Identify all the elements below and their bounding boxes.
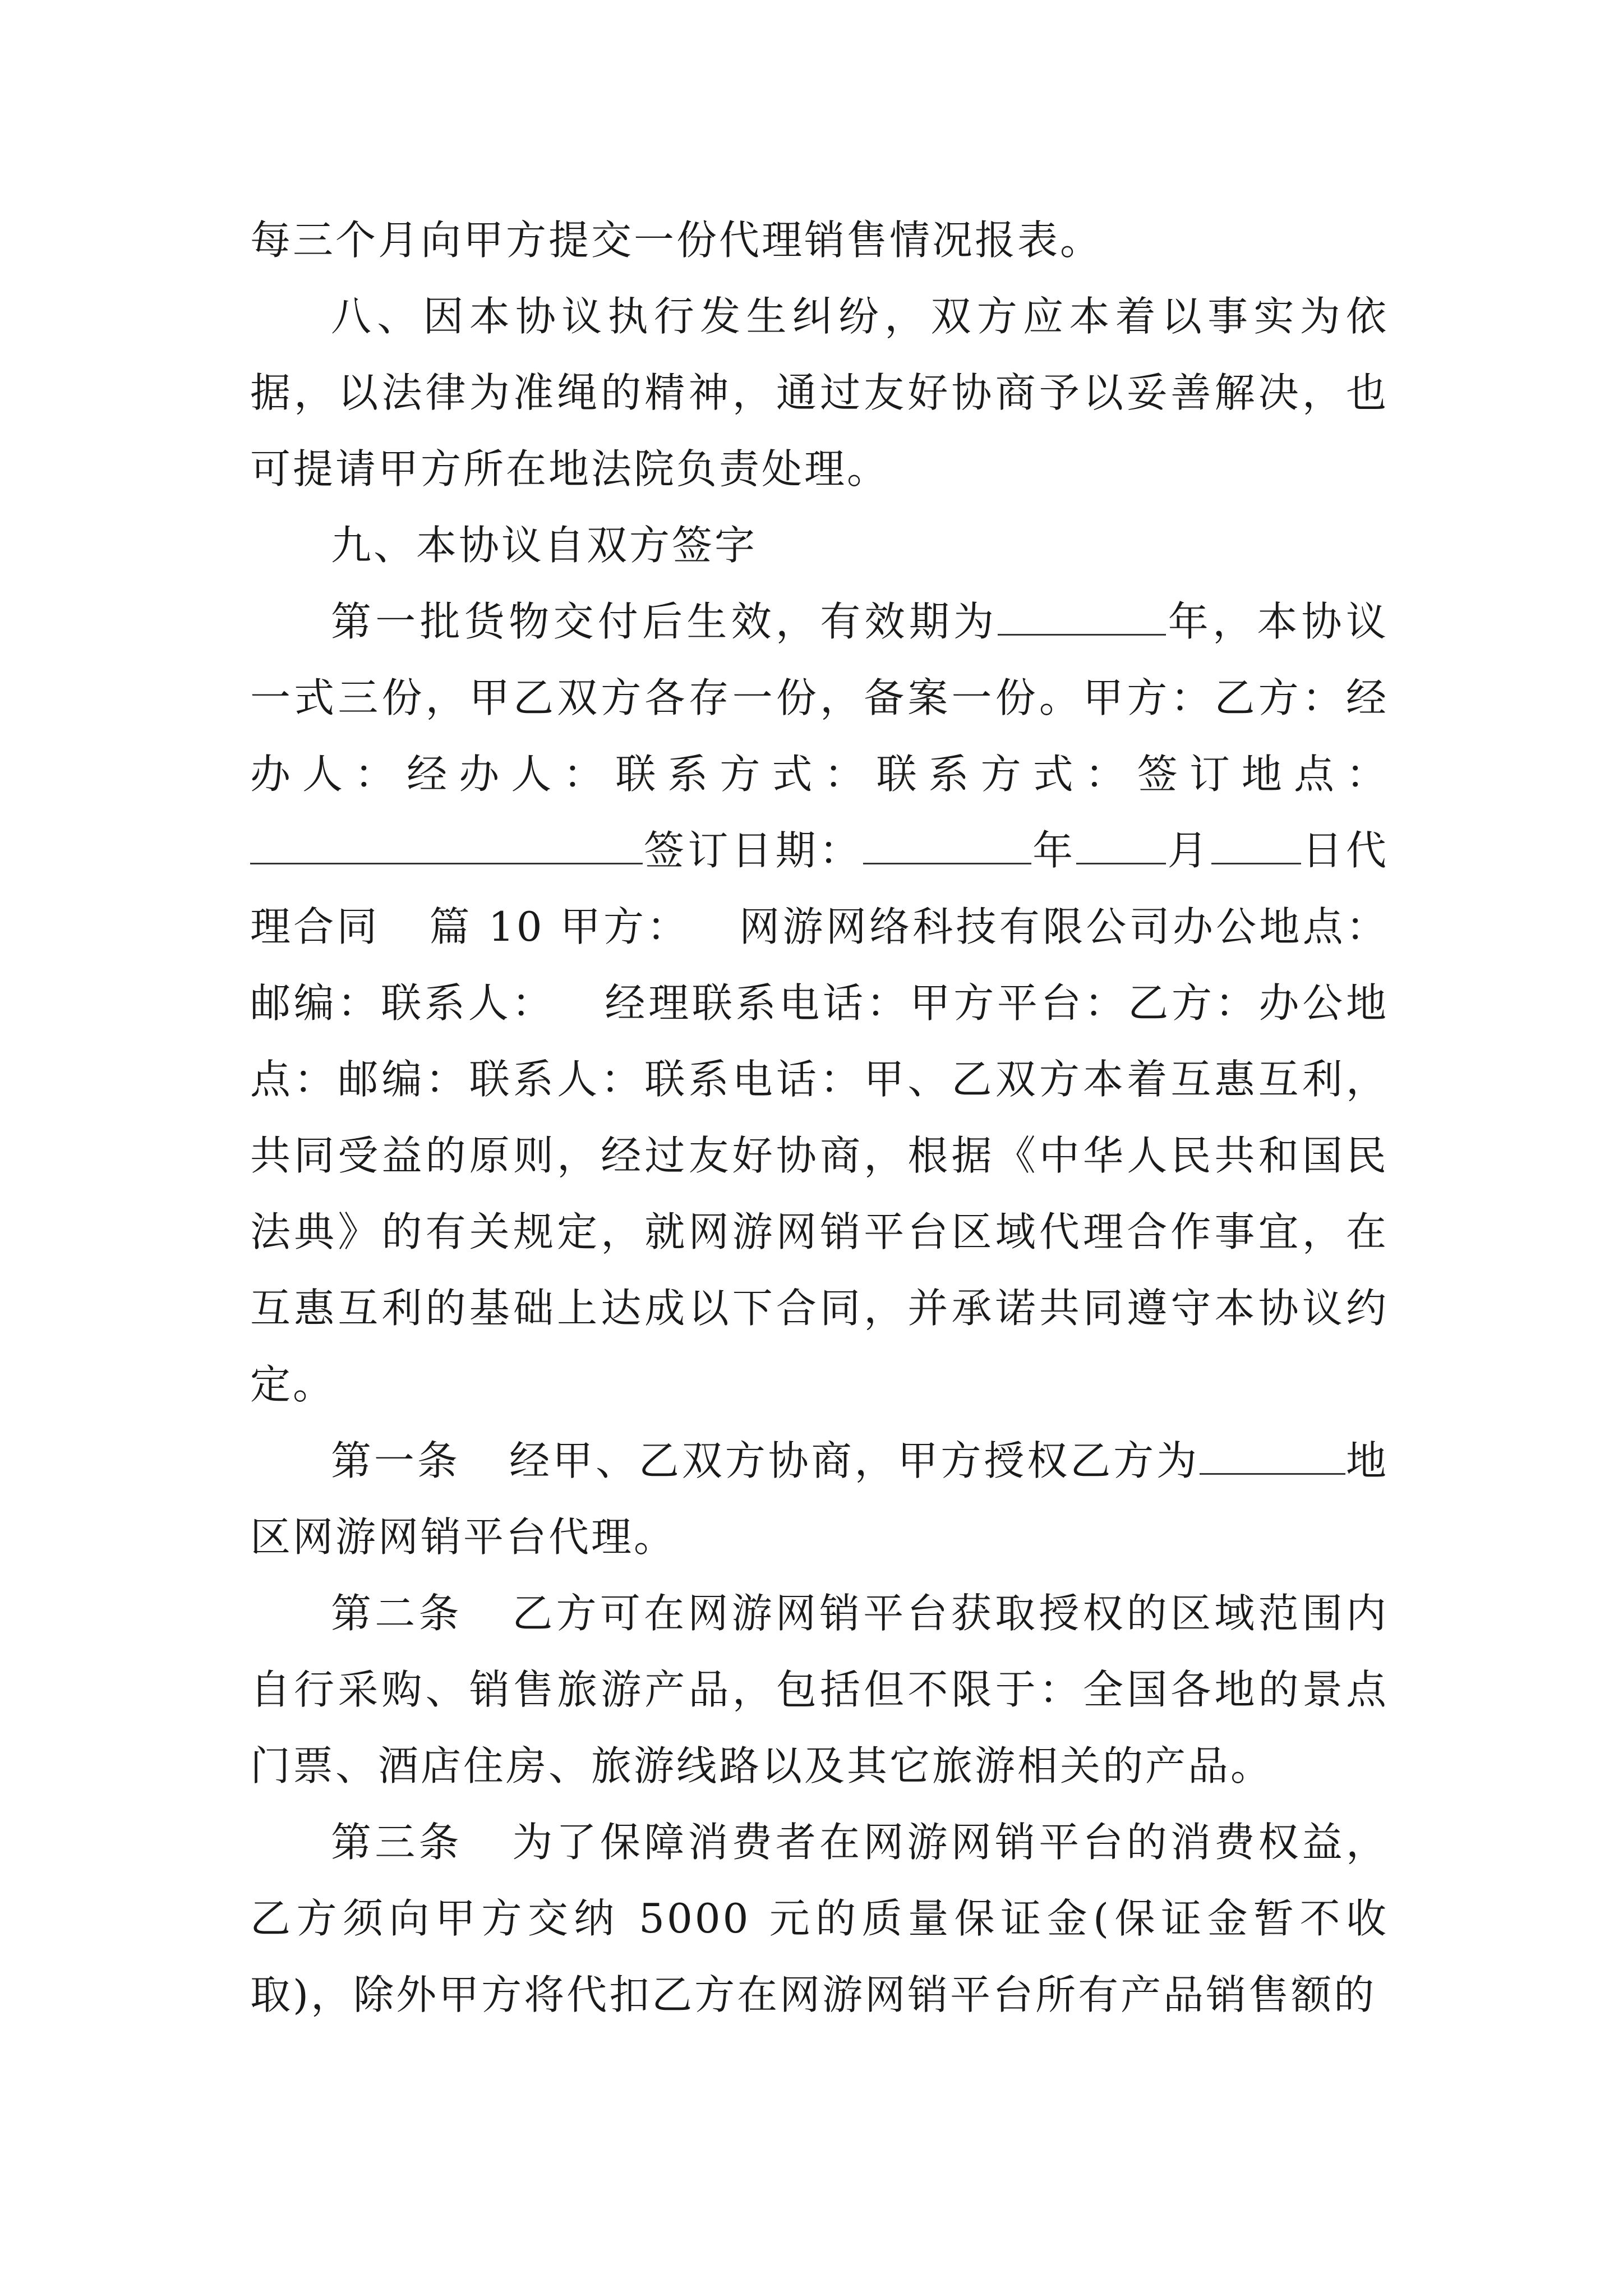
paragraph-article-1 [250, 1423, 1389, 1575]
paragraph-text: 网游网络科技有限公司办公地点：邮编：联系人： [250, 903, 1389, 1027]
paragraph-text: 月 [1166, 827, 1211, 874]
paragraph-text: 乙方可在网游网销平台获取授权的区域范围内自行采购、销售旅游产品，包括但不限于：全国各地的景点门票、酒店住房、旅游线路以及其它旅游相关的产品。 [250, 1590, 1389, 1789]
blank-line [1076, 826, 1166, 864]
paragraph-effective-clause [250, 507, 1389, 583]
paragraph-signature-block [250, 583, 1389, 1423]
paragraph-text: 日代理合同 [250, 827, 1389, 950]
paragraph-dispute-resolution [250, 278, 1389, 507]
paragraph-text: 地区网游网销平台代理。 [250, 1437, 1389, 1561]
blank-line [1200, 1437, 1345, 1475]
blank-line [998, 597, 1166, 636]
paragraph-text: 八、因本协议执行发生纠纷，双方应本着以事实为依据，以法律为准绳的精神，通过友好协商予以妥善解决，也可提请甲方所在地法院负责处理。 [250, 293, 1389, 493]
paragraph-text: 九、本协议自双方签字 [331, 522, 758, 569]
article-number: 第二条 [331, 1590, 463, 1637]
paragraph-report-submission [250, 202, 1389, 278]
article-number: 第一条 [331, 1437, 460, 1484]
paragraph-text: 签订日期： [643, 827, 863, 874]
blank-line [863, 826, 1031, 864]
paragraph-text: 每三个月向甲方提交一份代理销售情况报表。 [250, 217, 1103, 264]
paragraph-text: 第一批货物交付后生效，有效期为 [331, 598, 998, 645]
paragraph-text: 经甲、乙双方协商，甲方授权乙方为 [509, 1437, 1200, 1484]
paragraph-text: 年，本协议一式三份，甲乙双方各存一份，备案一份。甲方：乙方：经办人：经办人：联系方式：联系方式：签订地点： [250, 598, 1389, 798]
paragraph-text: 年 [1031, 827, 1077, 874]
paragraph-text: 篇 10 甲方： [428, 903, 690, 950]
paragraph-text: 经理联系电话：甲方平台：乙方：办公地点：邮编：联系人：联系电话：甲、乙双方本着互惠互利，共同受益的原则，经过友好协商，根据《中华人民共和国民法典》的有关规定，就网游网销平台区域代理合作事宜，在互惠互利的基础上达成以下合同，并承诺共同遵守本协议约定。 [250, 979, 1389, 1408]
blank-line [250, 826, 643, 864]
paragraph-text: 为了保障消费者在网游网销平台的消费权益，乙方须向甲方交纳 5000 元的质量保证金(保证金暂不收取)，除外甲方将代扣乙方在网游网销平台所有产品销售额的 [250, 1819, 1389, 2018]
document-body [250, 202, 1389, 2033]
paragraph-article-3 [250, 1804, 1389, 2033]
blank-line [1211, 826, 1301, 864]
paragraph-article-2 [250, 1575, 1389, 1804]
article-number: 第三条 [331, 1819, 463, 1866]
